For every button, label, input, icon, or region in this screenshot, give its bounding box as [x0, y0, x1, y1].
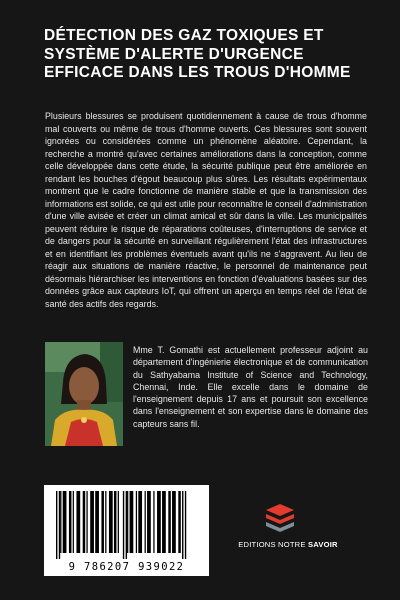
author-bio: Mme T. Gomathi est actuellement professeur adjoint au département d'ingénierie électronique et de communication du Sathyabama Institute of Science and Technology, Chennai, Inde. Elle excelle dans le domaine de l'enseignement depuis 17 ans et poursuit son excellence dans l'enseignement et son expertise dans le domaine des capteurs sans fil. — [133, 345, 368, 429]
publisher-logo-icon — [262, 502, 298, 539]
author-photo — [45, 342, 123, 446]
publisher-name-prefix: EDITIONS NOTRE — [238, 540, 308, 549]
publisher-name — [238, 540, 338, 549]
book-title: DÉTECTION DES GAZ TOXIQUES ET SYSTÈME D'ALERTE D'URGENCE EFFICACE DANS LES TROUS D'HOMME — [44, 27, 351, 81]
isbn-barcode — [44, 485, 209, 576]
publisher-name-emphasis: SAVOIR — [307, 540, 338, 549]
book-summary: Plusieurs blessures se produisent quotidiennement à cause de trous d'homme mal couverts ou même de trous d'homme ouverts. Ces blessures sont souvent ignorées ou considérées comme un phénomène aléatoire. Cependant, la recherche a montré qu'avec certaines améliorations dans la conception, comme celle développée dans cette étude, la sécurité publique peut être améliorée en rendant les bouches d'égout beaucoup plus sûres. Les résultats expérimentaux montrent que le cadre fonctionne de manière stable et que la transmission des informations est solide, ce qui est utile pour reconnaître le conseil d'administration d'une ville avisée et créer un climat amical et sûr dans la ville. Les municipalités peuvent réduire le risque de réparations coûteuses, d'interruptions de service et de dangers pour la sécurité en surveillant régulièrement l'état des infrastructures et en identifiant les problèmes éventuels avant qu'ils ne s'aggravent. Au lieu de réagir aux situations de manière réactive, le personnel de maintenance peut désormais hiérarchiser les interventions en fonction d'évaluations basées sur des données grâce aux capteurs IoT, qui offrent un aperçu en temps réel de l'état de santé des actifs des regards. — [45, 111, 367, 309]
isbn-number: 9 786207 939022 — [68, 561, 185, 573]
